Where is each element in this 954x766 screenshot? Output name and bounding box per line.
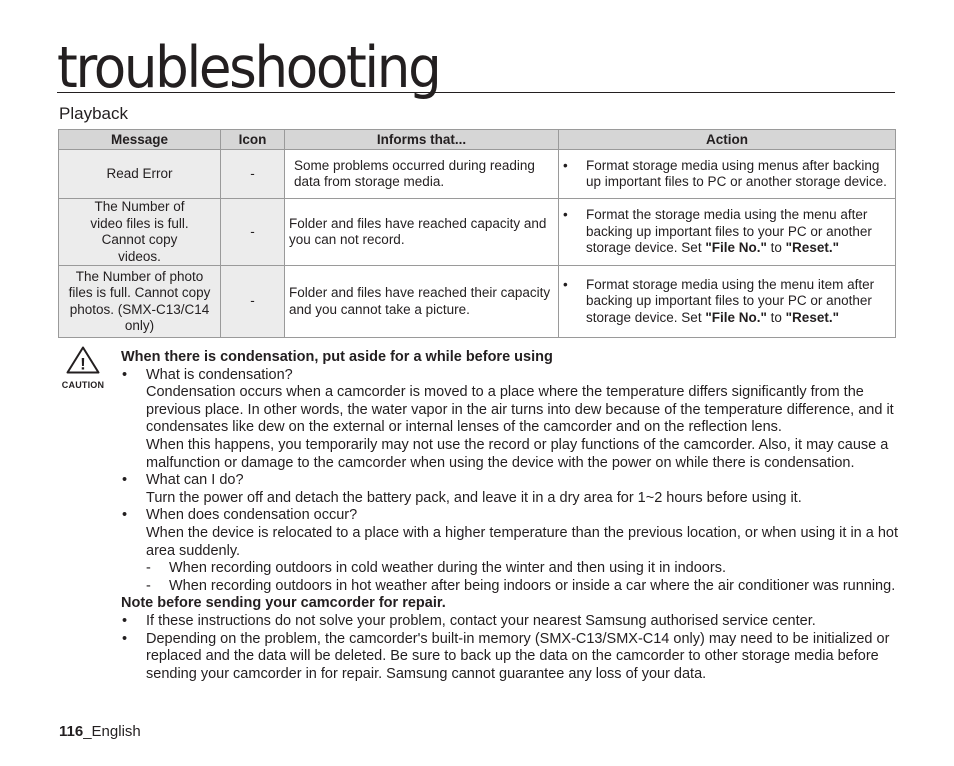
- header-informs: Informs that...: [285, 130, 559, 150]
- cell-informs: Folder and files have reached capacity and you can not record.: [285, 199, 559, 266]
- cell-informs: Some problems occurred during reading data from storage media.: [285, 150, 559, 199]
- header-icon: Icon: [221, 130, 285, 150]
- note-text: If these instructions do not solve your problem, contact your nearest Samsung authorised service center.: [146, 612, 816, 629]
- cell-informs: Folder and files have reached their capacity and you cannot take a picture.: [285, 266, 559, 338]
- svg-text:!: !: [80, 354, 86, 374]
- caution-label: CAUTION: [61, 380, 105, 390]
- question-text: When does condensation occur?: [146, 507, 358, 524]
- dash-marker: -: [146, 560, 151, 577]
- list-item: [121, 472, 903, 507]
- table-header-row: [59, 130, 896, 150]
- bullet-icon: •: [563, 276, 568, 292]
- page-number: 116: [59, 723, 84, 740]
- list-item: [121, 631, 903, 684]
- cell-action: [559, 266, 896, 338]
- footer-language: _English: [83, 723, 141, 740]
- cell-icon: -: [221, 199, 285, 266]
- bullet-icon: •: [122, 630, 128, 647]
- message-text: The Number of photo files is full. Cannot copy photos. (SMX-C13/C14 only): [68, 268, 211, 333]
- question-text: What can I do?: [146, 472, 244, 489]
- cell-message: [59, 199, 221, 266]
- page-title: troubleshooting: [57, 35, 440, 101]
- list-item: [121, 367, 903, 473]
- sub-list-item: - When recording outdoors in hot weather after being indoors or inside a car where the air conditioner was running.: [146, 577, 896, 594]
- bullet-icon: •: [563, 157, 568, 173]
- notes-section: [121, 349, 903, 683]
- answer-text: Turn the power off and detach the battery pack, and leave it in a dry area for 1~2 hours before using it.: [146, 489, 802, 506]
- dash-marker: -: [146, 577, 151, 594]
- cell-action: [559, 199, 896, 266]
- title-rule: [57, 92, 895, 93]
- bullet-icon: •: [122, 366, 128, 383]
- sub-list-item: - When recording outdoors in cold weather during the winter and then using it in indoors.: [146, 560, 726, 577]
- table-row: [59, 199, 896, 266]
- note-text: Depending on the problem, the camcorder's built-in memory (SMX-C13/SMX-C14 only) may need to be initialized or replaced and the data will be deleted. Be sure to back up the data on the camcorder to other storage media before sending your camcorder in for repair. Samsung cannot guarantee any loss of your data.: [146, 630, 890, 682]
- page-footer: [59, 723, 141, 740]
- message-text: The Number of video files is full. Cannot copy videos.: [90, 199, 189, 264]
- cell-icon: -: [221, 150, 285, 199]
- question-text: What is condensation?: [146, 366, 293, 383]
- cell-icon: -: [221, 266, 285, 338]
- condensation-heading: When there is condensation, put aside for a while before using: [121, 349, 553, 365]
- table-row: [59, 150, 896, 199]
- troubleshooting-table: [58, 129, 896, 338]
- action-text: Format storage media using the menu item after backing up important files to your PC or another storage device. Set "File No." to "Reset.": [586, 276, 875, 325]
- bullet-icon: •: [122, 612, 128, 629]
- caution-icon: [66, 346, 100, 374]
- bullet-icon: •: [122, 507, 128, 524]
- list-item: [121, 507, 903, 595]
- bullet-icon: •: [122, 472, 128, 489]
- header-message: Message: [59, 130, 221, 150]
- cell-message: [59, 266, 221, 338]
- action-text: Format storage media using menus after backing up important files to PC or another storage device.: [586, 157, 887, 189]
- table-row: [59, 266, 896, 338]
- header-action: Action: [559, 130, 896, 150]
- caution-block: [59, 346, 107, 390]
- section-heading: Playback: [59, 104, 128, 123]
- cell-message: Read Error: [59, 150, 221, 199]
- answer-text: Condensation occurs when a camcorder is moved to a place where the temperature differs significantly from the previous place. In other words, the water vapor in the air turns into dew because of the temperature difference, and it condensates like dew on the external or internal lenses of the camcorder and on the reflection lens.: [146, 384, 894, 436]
- action-text: Format the storage media using the menu after backing up important files to your PC or another storage device. Set "File No." to "Reset.": [586, 207, 872, 256]
- answer-text: When this happens, you temporarily may not use the record or play functions of the camcorder. Also, it may cause a malfunction or damage to the camcorder when using the device with the power on while there is condensation.: [146, 436, 889, 471]
- bullet-icon: •: [563, 207, 568, 223]
- repair-heading: Note before sending your camcorder for repair.: [121, 595, 446, 612]
- list-item: [121, 613, 903, 631]
- answer-text: When the device is relocated to a place with a higher temperature than the previous location, or when using it in a hot area suddenly.: [146, 524, 899, 559]
- cell-action: [559, 150, 896, 199]
